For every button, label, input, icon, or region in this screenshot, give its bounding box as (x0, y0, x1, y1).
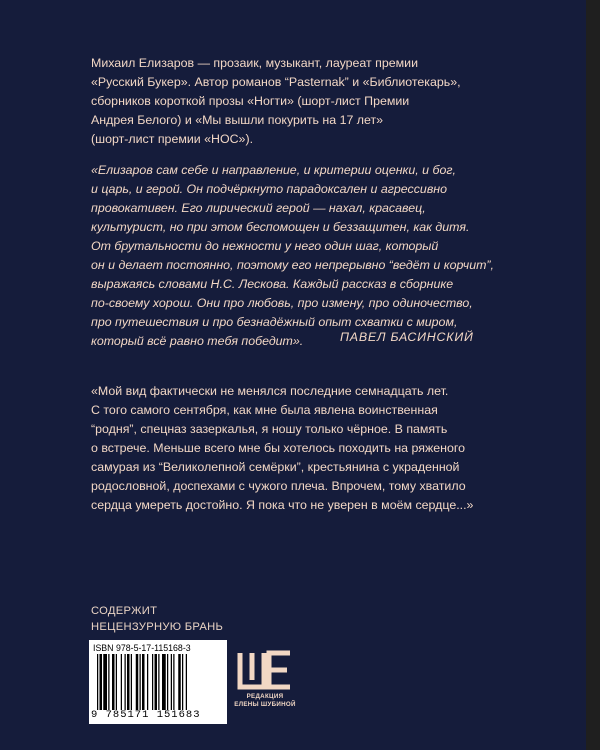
quote-line: он и делает постоянно, поэтому его непрерывно “ведёт и корчит”, (91, 258, 494, 272)
bio-line: Михаил Елизаров — прозаик, музыкант, лауреат премии (91, 56, 419, 70)
barcode-bars-icon (97, 654, 219, 710)
excerpt-line: сердца умереть достойно. Я пока что не уверен в моём сердце...» (91, 498, 474, 512)
bio-line: сборников короткой прозы «Ногти» (шорт-лист Премии (91, 94, 410, 108)
excerpt-line: о встрече. Меньше всего мне бы хотелось походить на ряженого (91, 441, 466, 455)
excerpt-line: родословной, доспехами с чужого плеча. Впрочем, тому хватило (91, 479, 466, 493)
barcode-digits: 9 785171 151683 (91, 709, 201, 721)
quote-line: и царь, и герой. Он подчёркнуто парадоксален и агрессивно (91, 182, 447, 196)
excerpt-line: С того самого сентября, как мне была явлена воинственная (91, 403, 438, 417)
quote-line: провокативен. Его лирический герой — нахал, красавец, (91, 201, 426, 215)
excerpt-line: “родня”, спецназ зазеркалья, я ношу только чёрное. В память (91, 422, 448, 436)
quote-line: культурист, но при этом беспомощен и беззащитен, как дитя. (91, 220, 470, 234)
quote-line: От брутальности до нежности у него один шаг, который (91, 239, 439, 253)
logo-line: РЕДАКЦИЯ (246, 693, 284, 700)
quote-line: по-своему хорош. Они про любовь, про измену, про одиночество, (91, 296, 473, 310)
book-spine-edge (586, 0, 600, 750)
bio-line: Андрея Белого) и «Мы вышли покурить на 17 лет» (91, 113, 384, 127)
logo-line: ЕЛЕНЫ ШУБИНОЙ (234, 700, 296, 708)
barcode (89, 640, 227, 724)
quote-line: который всё равно тебя победит». (91, 334, 304, 348)
warning-line: НЕЦЕНЗУРНУЮ БРАНЬ (91, 621, 224, 633)
quote-line: выражаясь словами Н.С. Лескова. Каждый рассказ в сборнике (91, 277, 454, 291)
book-excerpt (91, 382, 511, 515)
bio-line: «Русский Букер». Автор романов “Pasternak” и «Библиотекарь», (91, 75, 461, 89)
warning-line: СОДЕРЖИТ (91, 605, 158, 617)
isbn-number: ISBN 978-5-17-115168-3 (93, 643, 191, 653)
content-warning (91, 603, 223, 635)
quote-author: ПАВЕЛ БАСИНСКИЙ (340, 330, 474, 344)
excerpt-line: «Мой вид фактически не менялся последние семнадцать лет. (91, 384, 449, 398)
publisher-logo (234, 650, 296, 708)
author-bio (91, 54, 511, 149)
publisher-logo-icon (237, 650, 293, 690)
bio-line: (шорт-лист премии «НОС»). (91, 132, 254, 146)
critic-quote (91, 161, 521, 351)
quote-line: про путешествия и про безнадёжный опыт схватки с миром, (91, 315, 458, 329)
quote-line: «Елизаров сам себе и направление, и критерии оценки, и бог, (91, 163, 456, 177)
excerpt-line: самурая из “Великолепной семёрки”, крестьянина с украденной (91, 460, 460, 474)
